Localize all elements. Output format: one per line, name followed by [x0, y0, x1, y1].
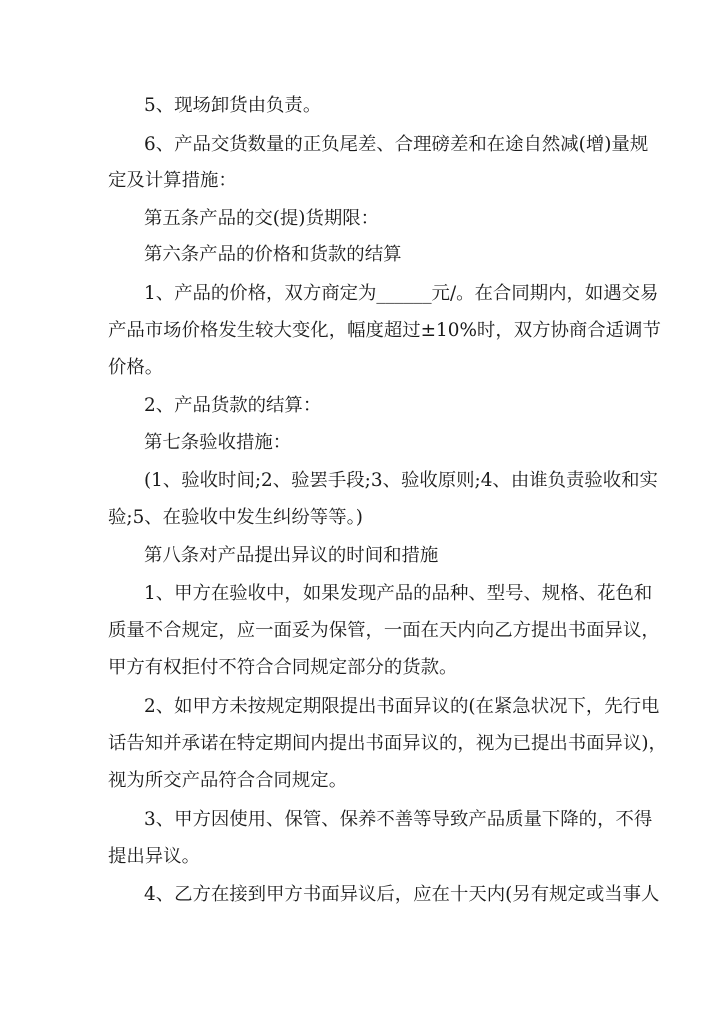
paragraph-line: 6、产品交货数量的正负尾差、合理磅差和在途自然减(增)量规	[144, 134, 649, 155]
paragraph-line: 视为所交产品符合合同规定。	[108, 770, 348, 791]
paragraph-line: 价格。	[108, 357, 164, 378]
paragraph-line: 验;5、在验收中发生纠纷等等。)	[108, 507, 363, 528]
paragraph-line: (1、验收时间;2、验罢手段;3、验收原则;4、由谁负责验收和实	[144, 470, 658, 491]
section-heading: 第八条对产品提出异议的时间和措施	[144, 545, 439, 566]
paragraph-line: 2、如甲方未按规定期限提出书面异议的(在紧急状况下，先行电	[144, 696, 660, 717]
paragraph-line: 产品市场价格发生较大变化，幅度超过±10%时，双方协商合适调节	[108, 320, 661, 341]
paragraph-line: 定及计算措施：	[108, 170, 237, 191]
section-heading: 第五条产品的交(提)货期限：	[144, 208, 380, 229]
paragraph-line: 质量不合规定，应一面妥为保管，一面在天内向乙方提出书面异议，	[108, 620, 660, 641]
section-heading: 第六条产品的价格和货款的结算	[144, 244, 402, 265]
paragraph-line: 话告知并承诺在特定期间内提出书面异议的，视为已提出书面异议)，	[108, 733, 667, 754]
paragraph-line: 3、甲方因使用、保管、保养不善等导致产品质量下降的，不得	[144, 809, 653, 830]
paragraph-line: 4、乙方在接到甲方书面异议后，应在十天内(另有规定或当事人	[144, 884, 660, 905]
section-heading: 第七条验收措施：	[144, 432, 292, 453]
paragraph-line: 1、产品的价格，双方商定为______元/。在合同期内，如遇交易	[144, 283, 659, 304]
paragraph-line: 提出异议。	[108, 846, 200, 867]
paragraph-line: 甲方有权拒付不符合合同规定部分的货款。	[108, 657, 458, 678]
paragraph-line: 5、现场卸货由负责。	[144, 95, 322, 116]
paragraph-line: 1、甲方在验收中，如果发现产品的品种、型号、规格、花色和	[144, 583, 653, 604]
paragraph-line: 2、产品货款的结算：	[144, 395, 322, 416]
